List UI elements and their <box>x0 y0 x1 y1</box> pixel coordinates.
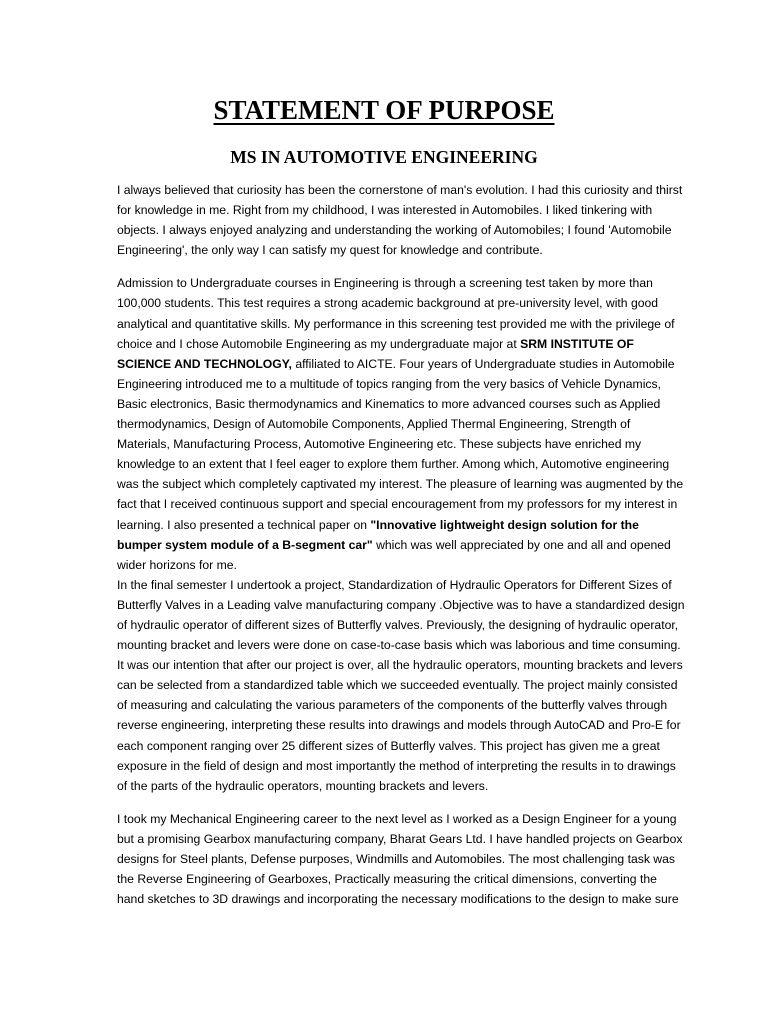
paragraph-career: I took my Mechanical Engineering career to the next level as I worked as a Design Engineer for a young but a promising Gearbox manufacturing company, Bharat Gears Ltd. I have handled projects on Gearbox designs for Steel plants, Defense purposes, Windmills and Automobiles. The most challenging task was the Reverse Engineering of Gearboxes, Practically measuring the critical dimensions, converting the hand sketches to 3D drawings and incorporating the necessary modifications to the design to make sure <box>117 811 683 907</box>
document-body <box>117 180 685 909</box>
paragraph-education <box>117 273 685 574</box>
paragraph-education-text-a: Admission to Undergraduate courses in Engineering is through a screening test taken by more than 100,000 students. This test requires a strong academic background at pre-university level, with good analytical and quantitative skills. My performance in this screening test provided me with the privilege of choice and I chose Automobile Engineering as my undergraduate major at <box>117 276 675 351</box>
paper-title: "Innovative lightweight design solution for the bumper system module of a B-segment car" <box>117 517 639 552</box>
institute-name: SRM INSTITUTE OF SCIENCE AND TECHNOLOGY, <box>117 336 634 371</box>
paragraph-education-text-b: affiliated to AICTE. Four years of Undergraduate studies in Automobile Engineering introduced me to a multitude of topics ranging from the very basics of Vehicle Dynamics, Basic electronics, Basic thermodynamics and Kinematics to more advanced courses such as Applied thermodynamics, Design of Automobile Components, Applied Thermal Engineering, Strength of Materials, Manufacturing Process, Automotive Engineering etc. These subjects have enriched my knowledge to an extent that I feel eager to explore them further. Among which, Automotive engineering was the subject which completely captivated my interest. The pleasure of learning was augmented by the fact that I received continuous support and special encouragement from my professors for my interest in learning. I also presented a technical paper on <box>117 356 684 532</box>
document-title: STATEMENT OF PURPOSE <box>213 95 555 125</box>
paragraph-project: In the final semester I undertook a project, Standardization of Hydraulic Operators for Different Sizes of Butterfly Valves in a Leading valve manufacturing company .Objective was to have a standardized design of hydraulic operator of different sizes of Butterfly valves. Previously, the designing of hydraulic operator, mounting bracket and levers were done on case-to-case basis which was laborious and time consuming. It was our intention that after our project is over, all the hydraulic operators, mounting brackets and levers can be selected from a standardized table which we succeeded eventually. The project mainly consisted of measuring and calculating the various parameters of the components of the butterfly valves through reverse engineering, interpreting these results into drawings and models through AutoCAD and Pro-E for each component ranging over 25 different sizes of Butterfly valves. This project has given me a great exposure in the field of design and most importantly the method of interpreting the results in to drawings of the parts of the hydraulic operators, mounting brackets and levers. <box>117 577 685 793</box>
paragraph-intro: I always believed that curiosity has been the cornerstone of man's evolution. I had this curiosity and thirst for knowledge in me. Right from my childhood, I was interested in Automobiles. I liked tinkering with objects. I always enjoyed analyzing and understanding the working of Automobiles; I found 'Automobile Engineering', the only way I can satisfy my quest for knowledge and contribute. <box>117 183 683 258</box>
document-subtitle: MS IN AUTOMOTIVE ENGINEERING <box>230 147 538 167</box>
paragraph-education-text-c: which was well appreciated by one and all and opened wider horizons for me. <box>117 537 671 572</box>
